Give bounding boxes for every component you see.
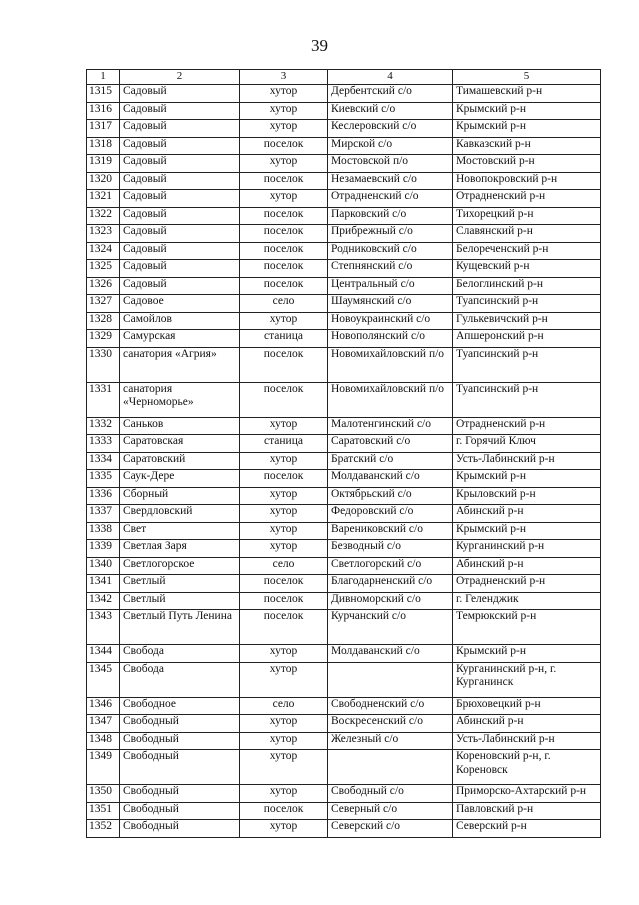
settlement-type-cell: поселок — [240, 470, 328, 488]
district-cell: Усть-Лабинский р-н — [453, 732, 601, 750]
row-number-cell: 1340 — [87, 557, 120, 575]
settlement-name-cell: Садовый — [120, 172, 240, 190]
settlement-name-cell: Саратовский — [120, 452, 240, 470]
table-row — [87, 662, 601, 697]
settlement-name-cell: Светлая Заря — [120, 540, 240, 558]
settlement-type-cell: поселок — [240, 172, 328, 190]
district-cell: Приморско-Ахтарский р-н — [453, 785, 601, 803]
row-number-cell: 1339 — [87, 540, 120, 558]
table-row — [87, 312, 601, 330]
row-number-cell: 1349 — [87, 750, 120, 785]
settlements-table — [86, 69, 601, 838]
settlement-name-cell: Свобода — [120, 662, 240, 697]
settlement-type-cell: хутор — [240, 540, 328, 558]
table-row — [87, 155, 601, 173]
settlement-name-cell: Саратовская — [120, 435, 240, 453]
council-cell: Саратовский с/о — [328, 435, 453, 453]
district-cell: Белоглинский р-н — [453, 277, 601, 295]
settlement-name-cell: Сборный — [120, 487, 240, 505]
district-cell: Кущевский р-н — [453, 260, 601, 278]
settlement-type-cell: хутор — [240, 732, 328, 750]
row-number-cell: 1344 — [87, 645, 120, 663]
district-cell: Брюховецкий р-н — [453, 697, 601, 715]
settlement-name-cell: Садовый — [120, 225, 240, 243]
table-row — [87, 382, 601, 417]
settlement-type-cell: хутор — [240, 820, 328, 838]
council-cell: Благодарненский с/о — [328, 575, 453, 593]
settlement-type-cell: хутор — [240, 312, 328, 330]
table-row — [87, 417, 601, 435]
table-row — [87, 120, 601, 138]
table-row — [87, 470, 601, 488]
district-cell: Туапсинский р-н — [453, 295, 601, 313]
settlement-name-cell: Садовый — [120, 120, 240, 138]
table-row — [87, 85, 601, 103]
row-number-cell: 1347 — [87, 715, 120, 733]
row-number-cell: 1324 — [87, 242, 120, 260]
council-cell: Молдаванский с/о — [328, 470, 453, 488]
settlement-name-cell: Саньков — [120, 417, 240, 435]
settlement-type-cell: хутор — [240, 662, 328, 697]
settlement-type-cell: поселок — [240, 382, 328, 417]
settlement-name-cell: Садовый — [120, 102, 240, 120]
row-number-cell: 1337 — [87, 505, 120, 523]
settlement-type-cell: поселок — [240, 260, 328, 278]
row-number-cell: 1326 — [87, 277, 120, 295]
settlement-name-cell: Свободный — [120, 820, 240, 838]
row-number-cell: 1329 — [87, 330, 120, 348]
council-cell: Курчанский с/о — [328, 610, 453, 645]
header-cell: 5 — [453, 70, 601, 85]
settlement-name-cell: Садовый — [120, 155, 240, 173]
table-row — [87, 225, 601, 243]
settlement-type-cell: село — [240, 697, 328, 715]
council-cell — [328, 750, 453, 785]
settlement-type-cell: хутор — [240, 715, 328, 733]
row-number-cell: 1351 — [87, 802, 120, 820]
row-number-cell: 1320 — [87, 172, 120, 190]
district-cell: Тихорецкий р-н — [453, 207, 601, 225]
row-number-cell: 1323 — [87, 225, 120, 243]
table-row — [87, 207, 601, 225]
council-cell: Киевский с/о — [328, 102, 453, 120]
district-cell: Славянский р-н — [453, 225, 601, 243]
district-cell: Абинский р-н — [453, 715, 601, 733]
table-row — [87, 172, 601, 190]
district-cell: Крымский р-н — [453, 470, 601, 488]
settlement-name-cell: Свободный — [120, 750, 240, 785]
row-number-cell: 1350 — [87, 785, 120, 803]
row-number-cell: 1334 — [87, 452, 120, 470]
council-cell: Воскресенский с/о — [328, 715, 453, 733]
header-cell: 4 — [328, 70, 453, 85]
table-row — [87, 137, 601, 155]
settlement-name-cell: Свободный — [120, 732, 240, 750]
table-row — [87, 487, 601, 505]
table-row — [87, 190, 601, 208]
council-cell: Светлогорский с/о — [328, 557, 453, 575]
table-row — [87, 522, 601, 540]
district-cell: Усть-Лабинский р-н — [453, 452, 601, 470]
row-number-cell: 1321 — [87, 190, 120, 208]
district-cell: Крыловский р-н — [453, 487, 601, 505]
district-cell: г. Геленджик — [453, 592, 601, 610]
settlement-type-cell: поселок — [240, 347, 328, 382]
council-cell: Безводный с/о — [328, 540, 453, 558]
district-cell: Туапсинский р-н — [453, 347, 601, 382]
council-cell: Дивноморский с/о — [328, 592, 453, 610]
settlement-type-cell: хутор — [240, 102, 328, 120]
district-cell: Новопокровский р-н — [453, 172, 601, 190]
council-cell: Дербентский с/о — [328, 85, 453, 103]
settlement-name-cell: Свердловский — [120, 505, 240, 523]
district-cell: Апшеронский р-н — [453, 330, 601, 348]
district-cell: Крымский р-н — [453, 120, 601, 138]
page-number: 39 — [311, 36, 328, 55]
settlement-name-cell: санатория «Черноморье» — [120, 382, 240, 417]
row-number-cell: 1343 — [87, 610, 120, 645]
row-number-cell: 1352 — [87, 820, 120, 838]
table-row — [87, 330, 601, 348]
district-cell: Мостовский р-н — [453, 155, 601, 173]
council-cell: Новополянский с/о — [328, 330, 453, 348]
row-number-cell: 1318 — [87, 137, 120, 155]
table-row — [87, 715, 601, 733]
table-row — [87, 697, 601, 715]
row-number-cell: 1315 — [87, 85, 120, 103]
settlement-name-cell: Садовый — [120, 207, 240, 225]
settlement-name-cell: Садовый — [120, 137, 240, 155]
settlement-name-cell: Светлый — [120, 575, 240, 593]
settlement-name-cell: Садовый — [120, 85, 240, 103]
table-row — [87, 557, 601, 575]
settlement-type-cell: поселок — [240, 207, 328, 225]
district-cell: Крымский р-н — [453, 522, 601, 540]
settlement-type-cell: хутор — [240, 505, 328, 523]
settlement-type-cell: хутор — [240, 487, 328, 505]
table-row — [87, 295, 601, 313]
settlement-type-cell: село — [240, 557, 328, 575]
council-cell: Кеслеровский с/о — [328, 120, 453, 138]
district-cell: Кореновский р-н, г. Кореновск — [453, 750, 601, 785]
district-cell: Темрюкский р-н — [453, 610, 601, 645]
settlement-name-cell: Садовый — [120, 190, 240, 208]
row-number-cell: 1322 — [87, 207, 120, 225]
settlement-name-cell: Свет — [120, 522, 240, 540]
settlement-name-cell: Свободный — [120, 715, 240, 733]
table-row — [87, 732, 601, 750]
settlement-name-cell: Свобода — [120, 645, 240, 663]
district-cell: Крымский р-н — [453, 102, 601, 120]
table-row — [87, 645, 601, 663]
header-cell: 1 — [87, 70, 120, 85]
settlement-name-cell: Самурская — [120, 330, 240, 348]
settlement-type-cell: поселок — [240, 575, 328, 593]
row-number-cell: 1319 — [87, 155, 120, 173]
council-cell: Железный с/о — [328, 732, 453, 750]
table-row — [87, 785, 601, 803]
row-number-cell: 1325 — [87, 260, 120, 278]
district-cell: Белореченский р-н — [453, 242, 601, 260]
settlement-type-cell: село — [240, 295, 328, 313]
table-row — [87, 452, 601, 470]
settlement-type-cell: хутор — [240, 645, 328, 663]
table-row — [87, 820, 601, 838]
table-row — [87, 102, 601, 120]
settlement-name-cell: Свободный — [120, 802, 240, 820]
settlement-name-cell: Садовый — [120, 260, 240, 278]
council-cell: Шаумянский с/о — [328, 295, 453, 313]
row-number-cell: 1345 — [87, 662, 120, 697]
settlement-type-cell: поселок — [240, 277, 328, 295]
district-cell: Курганинский р-н — [453, 540, 601, 558]
council-cell: Парковский с/о — [328, 207, 453, 225]
settlement-type-cell: станица — [240, 435, 328, 453]
council-cell: Новоукраинский с/о — [328, 312, 453, 330]
table-row — [87, 242, 601, 260]
settlement-type-cell: хутор — [240, 750, 328, 785]
settlement-type-cell: поселок — [240, 592, 328, 610]
settlement-type-cell: хутор — [240, 120, 328, 138]
district-cell: Отрадненский р-н — [453, 575, 601, 593]
district-cell: Абинский р-н — [453, 557, 601, 575]
settlement-name-cell: Саук-Дере — [120, 470, 240, 488]
row-number-cell: 1346 — [87, 697, 120, 715]
district-cell: Кавказский р-н — [453, 137, 601, 155]
header-cell: 2 — [120, 70, 240, 85]
council-cell: Малотенгинский с/о — [328, 417, 453, 435]
district-cell: Северский р-н — [453, 820, 601, 838]
district-cell: Курганинский р-н, г. Курганинск — [453, 662, 601, 697]
row-number-cell: 1342 — [87, 592, 120, 610]
settlement-type-cell: поселок — [240, 137, 328, 155]
table-row — [87, 592, 601, 610]
district-cell: Павловский р-н — [453, 802, 601, 820]
table-row — [87, 277, 601, 295]
council-cell: Братский с/о — [328, 452, 453, 470]
council-cell: Прибрежный с/о — [328, 225, 453, 243]
settlement-type-cell: хутор — [240, 155, 328, 173]
row-number-cell: 1348 — [87, 732, 120, 750]
council-cell: Молдаванский с/о — [328, 645, 453, 663]
table-row — [87, 260, 601, 278]
district-cell: Гулькевичский р-н — [453, 312, 601, 330]
row-number-cell: 1332 — [87, 417, 120, 435]
settlement-type-cell: хутор — [240, 190, 328, 208]
settlement-type-cell: поселок — [240, 242, 328, 260]
district-cell: Отрадненский р-н — [453, 190, 601, 208]
settlement-type-cell: хутор — [240, 785, 328, 803]
council-cell: Центральный с/о — [328, 277, 453, 295]
council-cell: Новомихайловский п/о — [328, 382, 453, 417]
settlement-name-cell: Светлый Путь Ленина — [120, 610, 240, 645]
council-cell: Свободненский с/о — [328, 697, 453, 715]
settlement-type-cell: хутор — [240, 522, 328, 540]
district-cell: Крымский р-н — [453, 645, 601, 663]
district-cell: Туапсинский р-н — [453, 382, 601, 417]
district-cell: Тимашевский р-н — [453, 85, 601, 103]
settlement-type-cell: станица — [240, 330, 328, 348]
table-row — [87, 540, 601, 558]
council-cell: Октябрьский с/о — [328, 487, 453, 505]
settlement-type-cell: хутор — [240, 85, 328, 103]
row-number-cell: 1316 — [87, 102, 120, 120]
row-number-cell: 1317 — [87, 120, 120, 138]
row-number-cell: 1336 — [87, 487, 120, 505]
council-cell: Северский с/о — [328, 820, 453, 838]
settlement-name-cell: Самойлов — [120, 312, 240, 330]
settlement-name-cell: Светлый — [120, 592, 240, 610]
settlement-type-cell: поселок — [240, 610, 328, 645]
table-row — [87, 750, 601, 785]
table-row — [87, 610, 601, 645]
settlement-name-cell: санатория «Агрия» — [120, 347, 240, 382]
row-number-cell: 1328 — [87, 312, 120, 330]
settlement-name-cell: Свободный — [120, 785, 240, 803]
council-cell: Свободный с/о — [328, 785, 453, 803]
header-cell: 3 — [240, 70, 328, 85]
settlement-type-cell: поселок — [240, 802, 328, 820]
table-row — [87, 505, 601, 523]
settlement-name-cell: Светлогорское — [120, 557, 240, 575]
council-cell: Мостовской п/о — [328, 155, 453, 173]
row-number-cell: 1327 — [87, 295, 120, 313]
row-number-cell: 1331 — [87, 382, 120, 417]
council-cell: Степнянский с/о — [328, 260, 453, 278]
table-header-row — [87, 70, 601, 85]
council-cell: Федоровский с/о — [328, 505, 453, 523]
row-number-cell: 1330 — [87, 347, 120, 382]
row-number-cell: 1335 — [87, 470, 120, 488]
row-number-cell: 1333 — [87, 435, 120, 453]
settlement-name-cell: Свободное — [120, 697, 240, 715]
table-row — [87, 802, 601, 820]
council-cell: Родниковский с/о — [328, 242, 453, 260]
settlement-type-cell: хутор — [240, 452, 328, 470]
district-cell: Абинский р-н — [453, 505, 601, 523]
council-cell: Новомихайловский п/о — [328, 347, 453, 382]
council-cell — [328, 662, 453, 697]
council-cell: Незамаевский с/о — [328, 172, 453, 190]
settlement-name-cell: Садовый — [120, 242, 240, 260]
council-cell: Мирской с/о — [328, 137, 453, 155]
council-cell: Отрадненский с/о — [328, 190, 453, 208]
settlement-name-cell: Садовый — [120, 277, 240, 295]
table-row — [87, 575, 601, 593]
council-cell: Северный с/о — [328, 802, 453, 820]
table-row — [87, 347, 601, 382]
council-cell: Варениковский с/о — [328, 522, 453, 540]
settlement-type-cell: поселок — [240, 225, 328, 243]
table-row — [87, 435, 601, 453]
row-number-cell: 1338 — [87, 522, 120, 540]
settlement-type-cell: хутор — [240, 417, 328, 435]
district-cell: Отрадненский р-н — [453, 417, 601, 435]
settlement-name-cell: Садовое — [120, 295, 240, 313]
district-cell: г. Горячий Ключ — [453, 435, 601, 453]
row-number-cell: 1341 — [87, 575, 120, 593]
